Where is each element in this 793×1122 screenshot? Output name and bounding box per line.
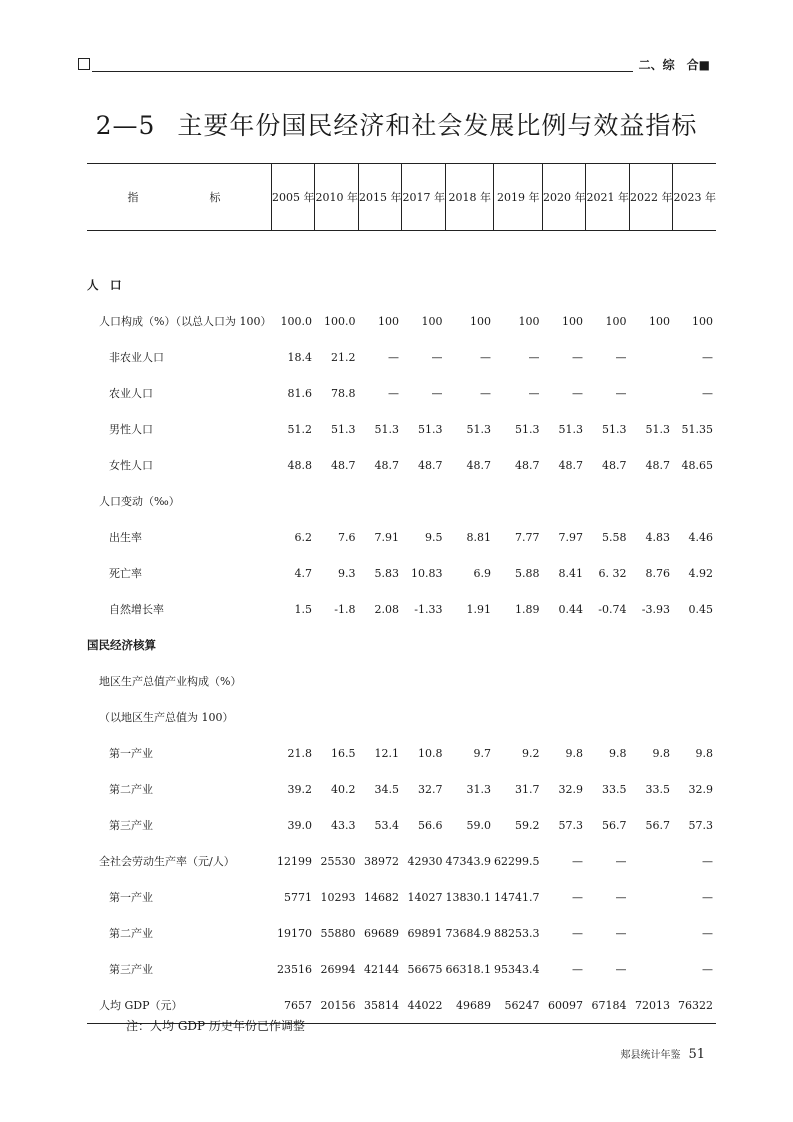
table-cell <box>542 699 586 735</box>
table-cell: 7.77 <box>514 530 540 544</box>
table-cell <box>358 627 402 663</box>
table-cell: 39.2 <box>287 782 312 796</box>
table-cell <box>402 699 446 735</box>
indicator-table <box>87 163 716 1024</box>
table-cell: 57.3 <box>688 818 713 832</box>
table-cell: 48.7 <box>558 458 583 472</box>
table-cell: 42144 <box>363 962 399 976</box>
table-cell <box>315 483 359 519</box>
table-cell: 9.8 <box>695 746 713 760</box>
table-row <box>87 483 716 519</box>
table-cell: 78.8 <box>330 386 356 400</box>
table-cell: 6. 32 <box>598 566 627 580</box>
table-cell: 51.3 <box>558 422 583 436</box>
table-cell: 12199 <box>276 854 312 868</box>
table-row <box>87 735 716 771</box>
table-row <box>87 627 716 663</box>
row-label: 国民经济核算 <box>87 638 156 652</box>
table-cell: 48.7 <box>417 458 443 472</box>
table-cell: 14741.7 <box>493 890 540 904</box>
table-cell: 51.3 <box>417 422 443 436</box>
table-cell <box>629 699 673 735</box>
running-header <box>78 56 710 76</box>
table-cell <box>271 663 315 699</box>
table-cell <box>271 483 315 519</box>
table-cell: 20156 <box>315 987 359 1024</box>
row-label: 农业人口 <box>109 387 153 400</box>
table-cell: — <box>528 350 540 364</box>
table-cell: 100 <box>691 314 713 328</box>
table-cell <box>629 627 673 663</box>
table-cell: 2.08 <box>374 602 399 616</box>
table-cell: 33.5 <box>601 782 627 796</box>
table-cell: 9.3 <box>337 566 356 580</box>
table-cell: 60097 <box>542 987 586 1024</box>
table-cell <box>402 483 446 519</box>
row-label: 女性人口 <box>109 459 153 472</box>
table-cell: 51.3 <box>645 422 670 436</box>
table-cell: 51.3 <box>330 422 356 436</box>
row-label: 全社会劳动生产率（元/人） <box>99 855 235 868</box>
table-row <box>87 447 716 483</box>
table-cell: 48.7 <box>601 458 627 472</box>
table-cell: 76322 <box>673 987 716 1024</box>
table-cell <box>629 951 673 987</box>
table-cell: 32.9 <box>688 782 713 796</box>
table-cell: — <box>528 386 540 400</box>
table-cell <box>358 267 402 303</box>
table-cell: 48.65 <box>681 458 713 472</box>
section-title: 二、综 合■ <box>633 56 710 73</box>
table-cell <box>445 699 494 735</box>
table-cell: — <box>431 350 443 364</box>
table-cell: 4.46 <box>688 530 713 544</box>
table-cell: 56247 <box>494 987 543 1024</box>
table-cell <box>673 267 716 303</box>
column-header-year: 2005 年 <box>271 164 315 231</box>
table-cell <box>673 699 716 735</box>
table-row <box>87 951 716 987</box>
column-header-year: 2019 年 <box>494 164 543 231</box>
table-title-text: 主要年份国民经济和社会发展比例与效益指标 <box>177 111 698 140</box>
table-cell: 10293 <box>320 890 356 904</box>
table-cell: 8.81 <box>466 530 491 544</box>
table-cell <box>586 483 630 519</box>
table-row <box>87 843 716 879</box>
table-cell: 16.5 <box>330 746 356 760</box>
table-cell: -0.74 <box>598 602 627 616</box>
table-number: 2—5 <box>95 111 156 140</box>
table-cell: — <box>571 854 583 868</box>
table-cell: 6.9 <box>473 566 491 580</box>
table-cell: 100.0 <box>323 314 356 328</box>
table-cell <box>542 267 586 303</box>
table-cell: 31.7 <box>514 782 540 796</box>
table-cell: 4.7 <box>294 566 312 580</box>
table-cell <box>315 267 359 303</box>
row-label: 非农业人口 <box>109 351 164 364</box>
table-cell: 56.7 <box>645 818 670 832</box>
table-cell: 51.2 <box>287 422 312 436</box>
table-cell: 12.1 <box>374 746 399 760</box>
table-cell <box>629 663 673 699</box>
table-cell: — <box>701 926 713 940</box>
table-cell <box>494 699 543 735</box>
table-cell: 42930 <box>407 854 443 868</box>
table-cell: 7.91 <box>374 530 399 544</box>
table-cell: 67184 <box>586 987 630 1024</box>
table-cell: 13830.1 <box>445 890 491 904</box>
table-row <box>87 771 716 807</box>
table-cell: 7.6 <box>337 530 356 544</box>
table-cell <box>271 699 315 735</box>
row-label: 第三产业 <box>109 963 153 976</box>
table-cell: — <box>387 386 399 400</box>
table-cell: — <box>387 350 399 364</box>
table-cell: 48.7 <box>514 458 540 472</box>
table-cell: 72013 <box>629 987 673 1024</box>
table-cell: 4.83 <box>645 530 670 544</box>
row-label: 男性人口 <box>109 423 153 436</box>
table-cell: 48.7 <box>374 458 399 472</box>
table-cell <box>629 879 673 915</box>
table-cell: 10.83 <box>410 566 443 580</box>
row-label: 自然增长率 <box>109 603 164 616</box>
table-cell: -1.33 <box>414 602 443 616</box>
book-name: 郏县统计年鉴 <box>620 1050 681 1061</box>
column-header-year: 2023 年 <box>673 164 716 231</box>
table-cell: 9.7 <box>473 746 491 760</box>
table-note: 注：人均 GDP 历史年份已作调整 <box>126 1019 305 1033</box>
row-label: （以地区生产总值为 100） <box>99 711 234 724</box>
table-cell: 59.2 <box>514 818 540 832</box>
table-row <box>87 807 716 843</box>
table-cell: 6.2 <box>294 530 312 544</box>
table-cell: 100 <box>648 314 670 328</box>
table-cell <box>358 663 402 699</box>
table-cell <box>586 267 630 303</box>
table-cell: 48.8 <box>287 458 312 472</box>
table-cell: 19170 <box>276 926 312 940</box>
table-cell: -1.8 <box>334 602 356 616</box>
table-cell: 9.5 <box>424 530 443 544</box>
table-cell: 7657 <box>271 987 315 1024</box>
table-cell: 49689 <box>445 987 494 1024</box>
table-row <box>87 555 716 591</box>
spacer-row <box>87 231 716 268</box>
table-cell: 95343.4 <box>493 962 540 976</box>
table-cell: — <box>615 386 627 400</box>
table-row <box>87 591 716 627</box>
column-header-year: 2022 年 <box>629 164 673 231</box>
table-cell: — <box>701 386 713 400</box>
column-header-year: 2015 年 <box>358 164 402 231</box>
table-cell: 9.8 <box>608 746 627 760</box>
column-header-year: 2017 年 <box>402 164 446 231</box>
table-cell: 31.3 <box>466 782 491 796</box>
table-cell <box>402 627 446 663</box>
row-label: 人均 GDP（元） <box>87 987 271 1024</box>
table-cell <box>445 483 494 519</box>
table-cell <box>494 627 543 663</box>
table-cell: 4.92 <box>688 566 713 580</box>
table-row <box>87 267 716 303</box>
table-cell <box>494 483 543 519</box>
table-cell <box>358 699 402 735</box>
table-cell: 7.97 <box>558 530 583 544</box>
table-cell: 26994 <box>320 962 356 976</box>
table-cell: 5771 <box>283 890 312 904</box>
table-cell <box>673 663 716 699</box>
table-row <box>87 411 716 447</box>
table-row <box>87 519 716 555</box>
table-cell: 44022 <box>402 987 446 1024</box>
table-cell: 100 <box>605 314 627 328</box>
table-cell: — <box>701 350 713 364</box>
table-cell: 14682 <box>363 890 399 904</box>
table-cell: 5.83 <box>374 566 399 580</box>
row-label: 第三产业 <box>109 819 153 832</box>
table-cell: -3.93 <box>641 602 670 616</box>
table-cell <box>542 663 586 699</box>
table-cell: 81.6 <box>287 386 312 400</box>
table-row <box>87 339 716 375</box>
table-cell: 25530 <box>320 854 356 868</box>
table-cell: 69891 <box>407 926 443 940</box>
table-cell: — <box>571 386 583 400</box>
table-cell: 32.7 <box>417 782 443 796</box>
table-header-row <box>87 164 716 231</box>
table-cell: — <box>701 962 713 976</box>
table-cell: — <box>701 854 713 868</box>
table-cell: — <box>615 962 627 976</box>
table-cell: 51.3 <box>466 422 491 436</box>
table-cell: 33.5 <box>645 782 670 796</box>
table-cell: — <box>615 890 627 904</box>
column-header-year: 2020 年 <box>542 164 586 231</box>
table-cell <box>542 483 586 519</box>
table-cell: 9.2 <box>521 746 540 760</box>
table-cell: 47343.9 <box>445 854 491 868</box>
row-label: 人 口 <box>87 278 122 292</box>
table-row <box>87 663 716 699</box>
table-cell <box>315 699 359 735</box>
page-footer <box>620 1046 705 1062</box>
row-label: 第二产业 <box>109 783 153 796</box>
table-cell: 34.5 <box>374 782 399 796</box>
square-icon <box>78 58 90 70</box>
row-label: 出生率 <box>109 531 142 544</box>
table-cell: 56.7 <box>601 818 627 832</box>
table-cell: — <box>431 386 443 400</box>
table-cell <box>629 375 673 411</box>
table-cell: 39.0 <box>287 818 312 832</box>
table-cell <box>629 339 673 375</box>
table-cell: — <box>615 854 627 868</box>
spacer-cell <box>87 231 716 268</box>
table-cell: 21.8 <box>287 746 312 760</box>
column-header-year: 2018 年 <box>445 164 494 231</box>
table-cell: 100 <box>421 314 443 328</box>
row-label: 人口变动（‰） <box>99 495 180 508</box>
table-cell: 100 <box>518 314 540 328</box>
table-cell: 5.88 <box>514 566 540 580</box>
table-cell: 10.8 <box>417 746 443 760</box>
header-rule <box>92 71 708 72</box>
table-cell: — <box>571 926 583 940</box>
row-label: 死亡率 <box>109 567 142 580</box>
table-cell <box>494 663 543 699</box>
table-cell <box>402 267 446 303</box>
table-cell: 38972 <box>363 854 399 868</box>
table-cell: 66318.1 <box>445 962 491 976</box>
table-cell: 5.58 <box>601 530 627 544</box>
table-cell: 18.4 <box>287 350 312 364</box>
table-cell <box>629 483 673 519</box>
page-number: 51 <box>688 1047 705 1062</box>
table-cell: — <box>571 350 583 364</box>
table-row <box>87 375 716 411</box>
table-row <box>87 915 716 951</box>
table-cell: 1.91 <box>466 602 491 616</box>
column-header-year: 2010 年 <box>315 164 359 231</box>
table-cell: — <box>479 350 491 364</box>
table-cell: 100 <box>469 314 491 328</box>
table-cell <box>586 663 630 699</box>
table-cell: 51.35 <box>681 422 713 436</box>
table-cell: — <box>615 926 627 940</box>
row-label: 地区生产总值产业构成（%） <box>99 675 242 688</box>
table-cell: 32.9 <box>558 782 583 796</box>
table-cell: — <box>479 386 491 400</box>
table-cell: — <box>701 890 713 904</box>
table-cell: 0.44 <box>558 602 583 616</box>
table-cell: — <box>571 890 583 904</box>
table-cell <box>629 267 673 303</box>
row-label: 人口构成（%）（以总人口为 100） <box>99 315 272 328</box>
table-cell <box>445 663 494 699</box>
table-cell: 55880 <box>320 926 356 940</box>
table-cell <box>445 267 494 303</box>
table-cell: 43.3 <box>330 818 356 832</box>
table-cell: 56.6 <box>417 818 443 832</box>
table-cell <box>358 483 402 519</box>
table-cell <box>673 627 716 663</box>
row-label: 第二产业 <box>109 927 153 940</box>
table-cell <box>586 627 630 663</box>
column-header-year: 2021 年 <box>586 164 630 231</box>
row-label: 第一产业 <box>109 891 153 904</box>
table-body <box>87 231 716 1024</box>
table-cell: 59.0 <box>466 818 491 832</box>
table-title <box>0 106 793 142</box>
table-cell: 57.3 <box>558 818 583 832</box>
table-cell: 21.2 <box>330 350 356 364</box>
table-cell: 14027 <box>407 890 443 904</box>
table-cell: 48.7 <box>645 458 670 472</box>
table-cell: 9.8 <box>565 746 583 760</box>
table-cell <box>271 627 315 663</box>
table-cell <box>542 627 586 663</box>
table-cell: 62299.5 <box>493 854 540 868</box>
table-cell <box>629 843 673 879</box>
table-cell: 23516 <box>276 962 312 976</box>
table-cell: 51.3 <box>374 422 399 436</box>
table-cell: 0.45 <box>688 602 713 616</box>
table-cell <box>315 663 359 699</box>
table-cell <box>494 267 543 303</box>
row-label: 第一产业 <box>109 747 153 760</box>
table-cell: 88253.3 <box>493 926 540 940</box>
table-cell: 51.3 <box>601 422 627 436</box>
table-cell: 40.2 <box>330 782 356 796</box>
column-header-indicator: 指 标 <box>87 164 271 231</box>
table-cell: 8.41 <box>558 566 583 580</box>
table-cell <box>629 915 673 951</box>
table-cell: 56675 <box>407 962 443 976</box>
table-row <box>87 699 716 735</box>
table-cell: — <box>571 962 583 976</box>
table-cell: 51.3 <box>514 422 540 436</box>
table-cell <box>402 663 446 699</box>
table-cell: 73684.9 <box>445 926 491 940</box>
table-cell <box>586 699 630 735</box>
table-cell <box>271 267 315 303</box>
table-cell: 9.8 <box>652 746 670 760</box>
table-cell: 1.5 <box>294 602 312 616</box>
table-cell: 1.89 <box>514 602 540 616</box>
table-cell: 69689 <box>363 926 399 940</box>
table-cell: — <box>615 350 627 364</box>
table-cell: 35814 <box>358 987 402 1024</box>
table-cell <box>445 627 494 663</box>
table-cell <box>673 483 716 519</box>
table-cell: 100 <box>377 314 399 328</box>
table-cell: 48.7 <box>330 458 356 472</box>
table-cell: 100.0 <box>280 314 312 328</box>
table-row <box>87 303 716 339</box>
table-cell <box>315 627 359 663</box>
table-row <box>87 879 716 915</box>
table-cell: 8.76 <box>645 566 670 580</box>
table-cell: 53.4 <box>374 818 399 832</box>
table-cell: 48.7 <box>466 458 491 472</box>
table-cell: 100 <box>561 314 583 328</box>
